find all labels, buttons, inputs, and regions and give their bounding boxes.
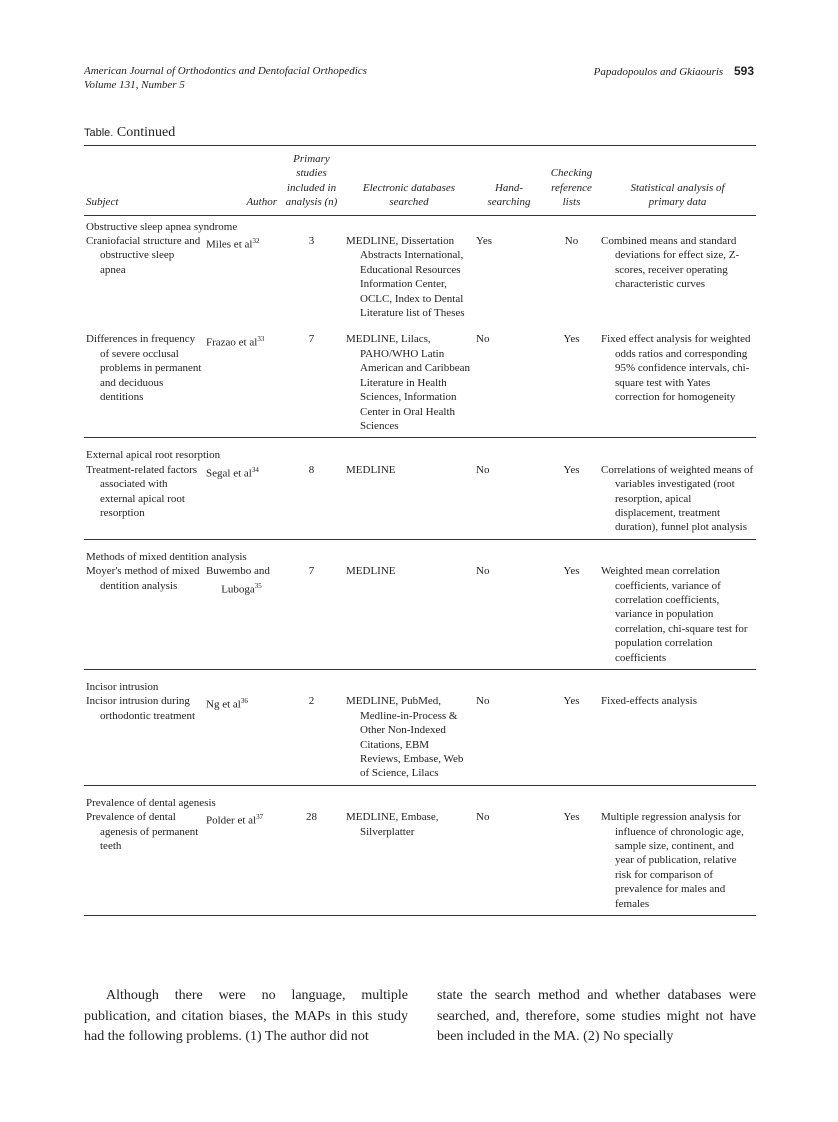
- group-title: Obstructive sleep apnea syndrome: [86, 220, 238, 233]
- author-name: Miles et al: [206, 238, 253, 251]
- cell-line: weighted odds ratios and: [615, 333, 751, 360]
- table-label: Table.: [84, 127, 114, 139]
- author-name: Ng et al: [206, 699, 241, 712]
- cell-line: Information Center,: [360, 278, 447, 291]
- author-line: [206, 332, 277, 350]
- cell-line: correction for: [615, 391, 676, 404]
- cell-statistical: [599, 694, 756, 785]
- header-line: Statistical analysis of: [630, 181, 725, 194]
- cell-line: orthodontic treatment: [100, 709, 195, 722]
- cell-line: MEDLINE: [346, 565, 396, 578]
- cell-text: [86, 810, 202, 853]
- reference-superscript: 33: [257, 335, 265, 344]
- cell-line: and obstructive sleep: [100, 235, 201, 262]
- group-title-row: [84, 785, 756, 810]
- cell-subject: [84, 810, 204, 915]
- cell-line: confidence intervals, chi-: [637, 362, 750, 375]
- header-statistical: [599, 146, 756, 216]
- cell-text: [601, 810, 754, 911]
- cell-line: Caribbean Literature in: [360, 362, 470, 389]
- running-authors: Papadopoulos and Gkiaouris: [593, 66, 724, 78]
- cell-line: correlation coefficients,: [615, 593, 720, 606]
- cell-line: deciduous dentitions: [100, 376, 164, 404]
- cell-line: correlation, chi-square test: [615, 622, 732, 635]
- cell-author: [204, 320, 279, 437]
- cell-line: characteristic curves: [615, 278, 706, 291]
- author-name: Segal et al: [206, 467, 252, 480]
- cell-text: [346, 463, 472, 477]
- cell-author: [204, 810, 279, 915]
- cell-line: Health Sciences,: [360, 376, 447, 404]
- header-line: analysis (n): [285, 196, 338, 209]
- cell-n: 7: [279, 564, 344, 669]
- cell-line: Other Non-Indexed: [360, 724, 446, 737]
- running-header-journal: [84, 64, 367, 92]
- cell-text: [601, 694, 754, 708]
- reference-superscript: 34: [251, 465, 259, 474]
- body-paragraph-col2: state the search method and whether databases were searched, and, therefore, some studies might not have been included in the MA. (2) No specially: [437, 988, 756, 1044]
- cell-line: Oral Health Sciences: [360, 405, 456, 432]
- cell-line: PAHO/WHO Latin: [360, 347, 445, 360]
- cell-handsearching: No: [474, 694, 544, 785]
- cell-line: displacement, treatment: [615, 506, 721, 519]
- cell-line: for influence of: [615, 811, 741, 838]
- header-line: Hand-: [494, 181, 524, 194]
- cell-line: corresponding 95%: [615, 347, 748, 375]
- table-header-row: [84, 146, 756, 216]
- header-line: Electronic databases: [362, 181, 456, 194]
- cell-line: Citations, EBM: [360, 738, 430, 751]
- group-title: Methods of mixed dentition analysis: [86, 550, 247, 563]
- author-name: Polder et al: [206, 814, 257, 827]
- cell-line: Craniofacial structure: [86, 235, 182, 248]
- cell-line: Weighted mean correlation: [601, 565, 720, 578]
- cell-line: receiver operating: [648, 263, 728, 276]
- cell-reference-lists: Yes: [544, 810, 599, 915]
- header-line: Checking: [550, 167, 593, 180]
- journal-volume: Volume 131, Number 5: [84, 79, 185, 91]
- header-line: included in: [286, 181, 337, 194]
- cell-line: Moyer's method of: [86, 565, 170, 578]
- reference-superscript: 32: [252, 237, 260, 246]
- group-title-row: [84, 539, 756, 564]
- cell-line: Multiple regression analysis: [601, 811, 726, 824]
- cell-line: root resorption: [100, 492, 185, 519]
- cell-handsearching: No: [474, 320, 544, 437]
- cell-databases: [344, 463, 474, 540]
- cell-databases: [344, 694, 474, 785]
- group-title-row: [84, 215, 756, 234]
- cell-line: Information Center in: [360, 391, 457, 418]
- cell-line: Reviews, Embase,: [360, 753, 441, 766]
- table-row: [84, 810, 756, 915]
- cell-handsearching: Yes: [476, 235, 493, 248]
- author-line-2: [206, 579, 277, 597]
- cell-databases: [344, 564, 474, 669]
- table-row: [84, 694, 756, 785]
- cell-line: for population correlation: [615, 622, 748, 650]
- author-line: [206, 463, 277, 481]
- cell-line: Treatment-related: [86, 463, 165, 476]
- cell-databases: [344, 234, 474, 320]
- group-title: Prevalence of dental agenesis: [86, 796, 216, 809]
- cell-line: apnea: [100, 263, 126, 276]
- cell-n: 7: [279, 320, 344, 437]
- header-reference-lists: [544, 146, 599, 216]
- cell-line: Fixed effect analysis for: [601, 333, 708, 346]
- cell-line: Incisor intrusion during: [86, 695, 190, 708]
- review-table: [84, 145, 756, 916]
- journal-title: American Journal of Orthodontics and Dentofacial Orthopedics: [84, 65, 367, 77]
- cell-line: Abstracts International,: [360, 249, 464, 262]
- reference-superscript: 37: [256, 813, 264, 822]
- body-paragraph-col1: Although there were no language, multiple publication, and citation biases, the MAPs in this study had the following problems. (1) The author did not: [84, 988, 408, 1044]
- cell-line: Medline-in-Process &: [360, 709, 458, 722]
- cell-line: Differences in: [86, 333, 149, 346]
- cell-line: MEDLINE, Dissertation: [346, 235, 455, 248]
- cell-author: [204, 463, 279, 540]
- cell-line: with external apical: [100, 478, 168, 505]
- author-name: Frazao et al: [206, 337, 258, 350]
- header-line: Primary: [293, 153, 330, 165]
- header-handsearching: [474, 146, 544, 216]
- author-name: Luboga: [221, 583, 255, 596]
- cell-text: [601, 234, 754, 292]
- cell-text: [346, 564, 472, 578]
- reference-superscript: 35: [254, 581, 262, 590]
- header-line: studies: [296, 167, 327, 180]
- cell-text: [86, 332, 202, 404]
- cell-line: variance in population: [615, 608, 714, 621]
- cell-text: [346, 810, 472, 839]
- page-number: 593: [733, 64, 754, 78]
- cell-line: analysis: [711, 521, 747, 534]
- cell-line: agenesis of: [100, 825, 150, 838]
- cell-line: of Theses: [422, 307, 465, 320]
- header-line: reference: [551, 181, 592, 194]
- cell-subject: [84, 463, 204, 540]
- cell-statistical: [599, 810, 756, 915]
- cell-line: chronologic age, sample: [615, 825, 744, 853]
- cell-text: [86, 564, 202, 593]
- cell-line: factors associated: [100, 463, 198, 491]
- author-line: [206, 234, 277, 252]
- table-continued: Continued: [116, 125, 176, 140]
- cell-line: size, continent, and year: [615, 840, 734, 867]
- header-line: searched: [389, 196, 429, 209]
- cell-text: [86, 234, 202, 277]
- cell-author: [204, 234, 279, 320]
- table-row: [84, 320, 756, 437]
- header-subject: Subject: [84, 146, 204, 216]
- cell-text: [346, 332, 472, 433]
- cell-line: duration), funnel plot: [615, 521, 709, 534]
- cell-statistical: [599, 320, 756, 437]
- cell-text: [86, 694, 202, 723]
- cell-line: permanent and: [100, 362, 202, 389]
- cell-line: homogeneity: [677, 391, 736, 404]
- header-line: primary data: [648, 196, 707, 209]
- cell-line: mixed dentition: [100, 565, 200, 592]
- cell-line: Correlations of weighted: [601, 463, 711, 476]
- cell-line: Educational Resources: [360, 263, 461, 276]
- cell-line: resorption, apical: [615, 492, 692, 505]
- table-row: [84, 234, 756, 320]
- cell-text: [601, 463, 754, 535]
- header-databases: [344, 146, 474, 216]
- author-line: Buwembo and: [206, 565, 270, 578]
- cell-line: American and: [360, 362, 422, 375]
- group-title-row: [84, 670, 756, 695]
- cell-line: analysis: [141, 579, 178, 592]
- cell-line: occlusal problems in: [100, 347, 179, 375]
- cell-statistical: [599, 463, 756, 540]
- cell-text: [346, 694, 472, 780]
- cell-line: means of variables: [615, 463, 754, 491]
- cell-n: 3: [308, 235, 315, 248]
- group-title: External apical root resorption: [86, 449, 221, 462]
- table-caption: [84, 125, 175, 141]
- cell-handsearching: No: [474, 564, 544, 669]
- cell-reference-lists: Yes: [544, 320, 599, 437]
- cell-line: frequency of severe: [100, 333, 196, 360]
- cell-line: MEDLINE, Embase,: [346, 811, 439, 824]
- table-row: [84, 564, 756, 669]
- cell-subject: [84, 564, 204, 669]
- group-title-row: [84, 438, 756, 463]
- group-title: Incisor intrusion: [86, 681, 159, 693]
- cell-n: 2: [279, 694, 344, 785]
- header-line: lists: [562, 196, 581, 209]
- cell-line: coefficients: [615, 651, 667, 664]
- cell-reference-lists: No: [564, 235, 579, 248]
- cell-line: Silverplatter: [360, 825, 415, 838]
- cell-line: coefficients, variance of: [615, 579, 721, 592]
- cell-reference-lists: Yes: [544, 694, 599, 785]
- cell-line: Prevalence of dental: [86, 811, 176, 824]
- cell-line: permanent teeth: [100, 825, 199, 853]
- cell-line: MEDLINE, Lilacs,: [346, 333, 431, 346]
- cell-statistical: [599, 234, 756, 320]
- cell-subject: [84, 320, 204, 437]
- cell-line: square test with Yates: [615, 376, 711, 389]
- cell-text: [346, 234, 472, 320]
- author-line: [206, 694, 277, 712]
- cell-line: effect size, Z-scores,: [615, 249, 740, 276]
- cell-author: [204, 564, 279, 669]
- running-header-right: [594, 64, 754, 79]
- cell-line: Web of Science, Lilacs: [360, 753, 464, 780]
- cell-line: Dental Literature list: [360, 292, 464, 320]
- cell-handsearching: No: [474, 463, 544, 540]
- cell-n: 28: [279, 810, 344, 915]
- cell-line: Fixed-effects analysis: [601, 695, 698, 708]
- cell-handsearching: No: [474, 810, 544, 915]
- cell-text: [86, 463, 202, 521]
- cell-line: risk for comparison of: [615, 868, 714, 881]
- table-body: [84, 215, 756, 915]
- header-line: searching: [487, 196, 531, 209]
- cell-line: females: [615, 897, 650, 910]
- cell-line: prevalence for males and: [615, 883, 726, 896]
- reference-superscript: 36: [240, 697, 248, 706]
- cell-author: [204, 694, 279, 785]
- cell-text: [601, 564, 754, 665]
- cell-statistical: [599, 564, 756, 669]
- cell-line: Combined means and: [601, 235, 697, 248]
- header-primary-studies: [279, 146, 344, 216]
- cell-reference-lists: Yes: [544, 564, 599, 669]
- author-line: [206, 810, 277, 828]
- header-author: Author: [204, 146, 279, 216]
- cell-line: of publication, relative: [636, 854, 737, 867]
- cell-databases: [344, 320, 474, 437]
- cell-line: OCLC, Index to: [360, 292, 432, 305]
- cell-line: MEDLINE: [346, 463, 396, 476]
- cell-n: 8: [279, 463, 344, 540]
- cell-databases: [344, 810, 474, 915]
- cell-subject: [84, 234, 204, 320]
- table-row: [84, 463, 756, 540]
- cell-reference-lists: Yes: [544, 463, 599, 540]
- cell-line: standard deviations for: [615, 235, 737, 262]
- cell-text: [601, 332, 754, 404]
- cell-line: investigated (root: [657, 478, 735, 491]
- cell-line: MEDLINE, PubMed,: [346, 695, 442, 708]
- cell-subject: [84, 694, 204, 785]
